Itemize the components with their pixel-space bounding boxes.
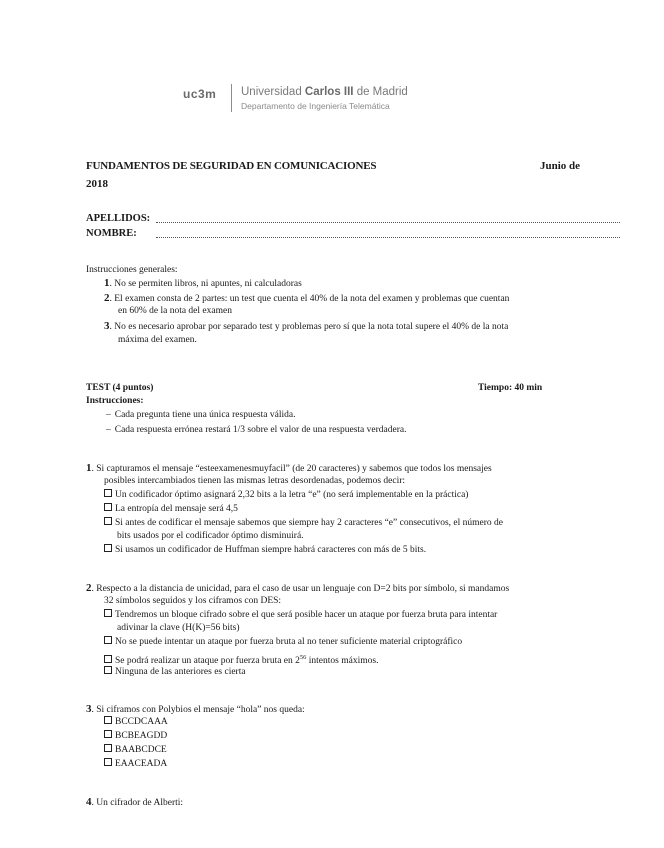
exam-date: Junio de: [540, 160, 581, 172]
checkbox-icon[interactable]: [104, 517, 112, 525]
test-instructions-heading: Instrucciones:: [86, 396, 144, 406]
university-logo: [183, 84, 493, 114]
general-instruction-3: 3. No es necesario aprobar por separado test y problemas pero sí que la nota total supere el 40% de la nota: [104, 320, 509, 332]
university-name: Universidad Carlos III de Madrid: [241, 86, 408, 98]
checkbox-icon[interactable]: [104, 655, 112, 663]
test-time: Tiempo: 40 min: [478, 383, 543, 393]
general-instruction-2: 2. El examen consta de 2 partes: un test que cuenta el 40% de la nota del examen y problemas que cuentan: [104, 292, 510, 304]
exam-title: FUNDAMENTOS DE SEGURIDAD EN COMUNICACIONES: [86, 160, 377, 172]
checkbox-icon[interactable]: [104, 730, 112, 738]
checkbox-icon[interactable]: [104, 489, 112, 497]
question-2-option-b[interactable]: No se puede intentar un ataque por fuerza bruta al no tener suficiente material criptográfico: [104, 636, 462, 649]
name-label: NOMBRE:: [86, 228, 137, 239]
question-3-option-d[interactable]: EAACEADA: [104, 758, 167, 771]
question-3-option-a[interactable]: BCCDCAAA: [104, 716, 168, 729]
general-instructions-heading: Instrucciones generales:: [86, 265, 178, 275]
checkbox-icon[interactable]: [104, 758, 112, 766]
question-4-stem: 4. Un cifrador de Alberti:: [86, 796, 184, 808]
question-2-option-d[interactable]: Ninguna de las anteriores es cierta: [104, 666, 246, 679]
checkbox-icon[interactable]: [104, 666, 112, 674]
question-2-stem: 2. Respecto a la distancia de unicidad, para el caso de usar un lenguaje con D=2 bits por símbolo, si mandamos: [86, 582, 510, 594]
question-3-option-c[interactable]: BAABCDCE: [104, 744, 167, 757]
department-name: Departamento de Ingeniería Telemática: [241, 101, 390, 111]
test-instruction-2: – Cada respuesta errónea restará 1/3 sobre el valor de una respuesta verdadera.: [106, 425, 407, 435]
question-1-option-a[interactable]: Un codificador óptimo asignará 2,32 bits a la letra “e” (no será implementable en la práctica): [104, 489, 468, 502]
surname-line[interactable]: [156, 222, 620, 223]
question-1-option-d[interactable]: Si usamos un codificador de Huffman siempre habrá caracteres con más de 5 bits.: [104, 544, 426, 557]
logo-mark: uc3m: [183, 87, 217, 101]
question-1-option-c[interactable]: Si antes de codificar el mensaje sabemos que siempre hay 2 caracteres “e” consecutivos, el número de: [104, 517, 503, 530]
name-field[interactable]: [86, 228, 137, 239]
question-1-option-b[interactable]: La entropía del mensaje será 4,5: [104, 503, 238, 516]
question-2-option-a[interactable]: Tendremos un bloque cifrado sobre el que será posible hacer un ataque por fuerza bruta para intentar: [104, 609, 497, 622]
test-heading: TEST (4 puntos): [86, 383, 154, 393]
checkbox-icon[interactable]: [104, 609, 112, 617]
question-1-stem-cont: posibles intercambiados tienen las mismas letras desordenadas, podemos decir:: [104, 476, 406, 486]
surname-field[interactable]: [86, 213, 150, 224]
checkbox-icon[interactable]: [104, 744, 112, 752]
surname-label: APELLIDOS:: [86, 213, 151, 224]
general-instruction-2-cont: en 60% de la nota del examen: [118, 306, 232, 316]
question-3-option-b[interactable]: BCBEAGDD: [104, 730, 167, 743]
general-instruction-3-cont: máxima del examen.: [118, 335, 197, 345]
exam-year: 2018: [86, 178, 108, 190]
checkbox-icon[interactable]: [104, 716, 112, 724]
checkbox-icon[interactable]: [104, 503, 112, 511]
question-3-stem: 3. Si ciframos con Polybios el mensaje “hola” nos queda:: [86, 703, 305, 715]
general-instruction-1: 1. No se permiten libros, ni apuntes, ni calculadoras: [104, 277, 302, 289]
question-1-stem: 1. Si capturamos el mensaje “esteexamenesmuyfacil” (de 20 caracteres) y sabemos que todos los mensajes: [86, 462, 492, 474]
name-line[interactable]: [156, 237, 620, 238]
question-2-stem-cont: 32 símbolos seguidos y los ciframos con DES:: [104, 596, 282, 606]
question-2-option-a-cont: adivinar la clave (H(K)=56 bits): [117, 623, 240, 633]
question-2-option-c[interactable]: Se podrá realizar un ataque por fuerza bruta en $2^{56}$ intentos máximos.: [104, 651, 378, 668]
checkbox-icon[interactable]: [104, 636, 112, 644]
test-instruction-1: – Cada pregunta tiene una única respuesta válida.: [106, 410, 296, 420]
checkbox-icon[interactable]: [104, 544, 112, 552]
question-1-option-c-cont: bits usados por el codificador óptimo disminuirá.: [117, 531, 304, 541]
logo-separator: [231, 84, 232, 112]
